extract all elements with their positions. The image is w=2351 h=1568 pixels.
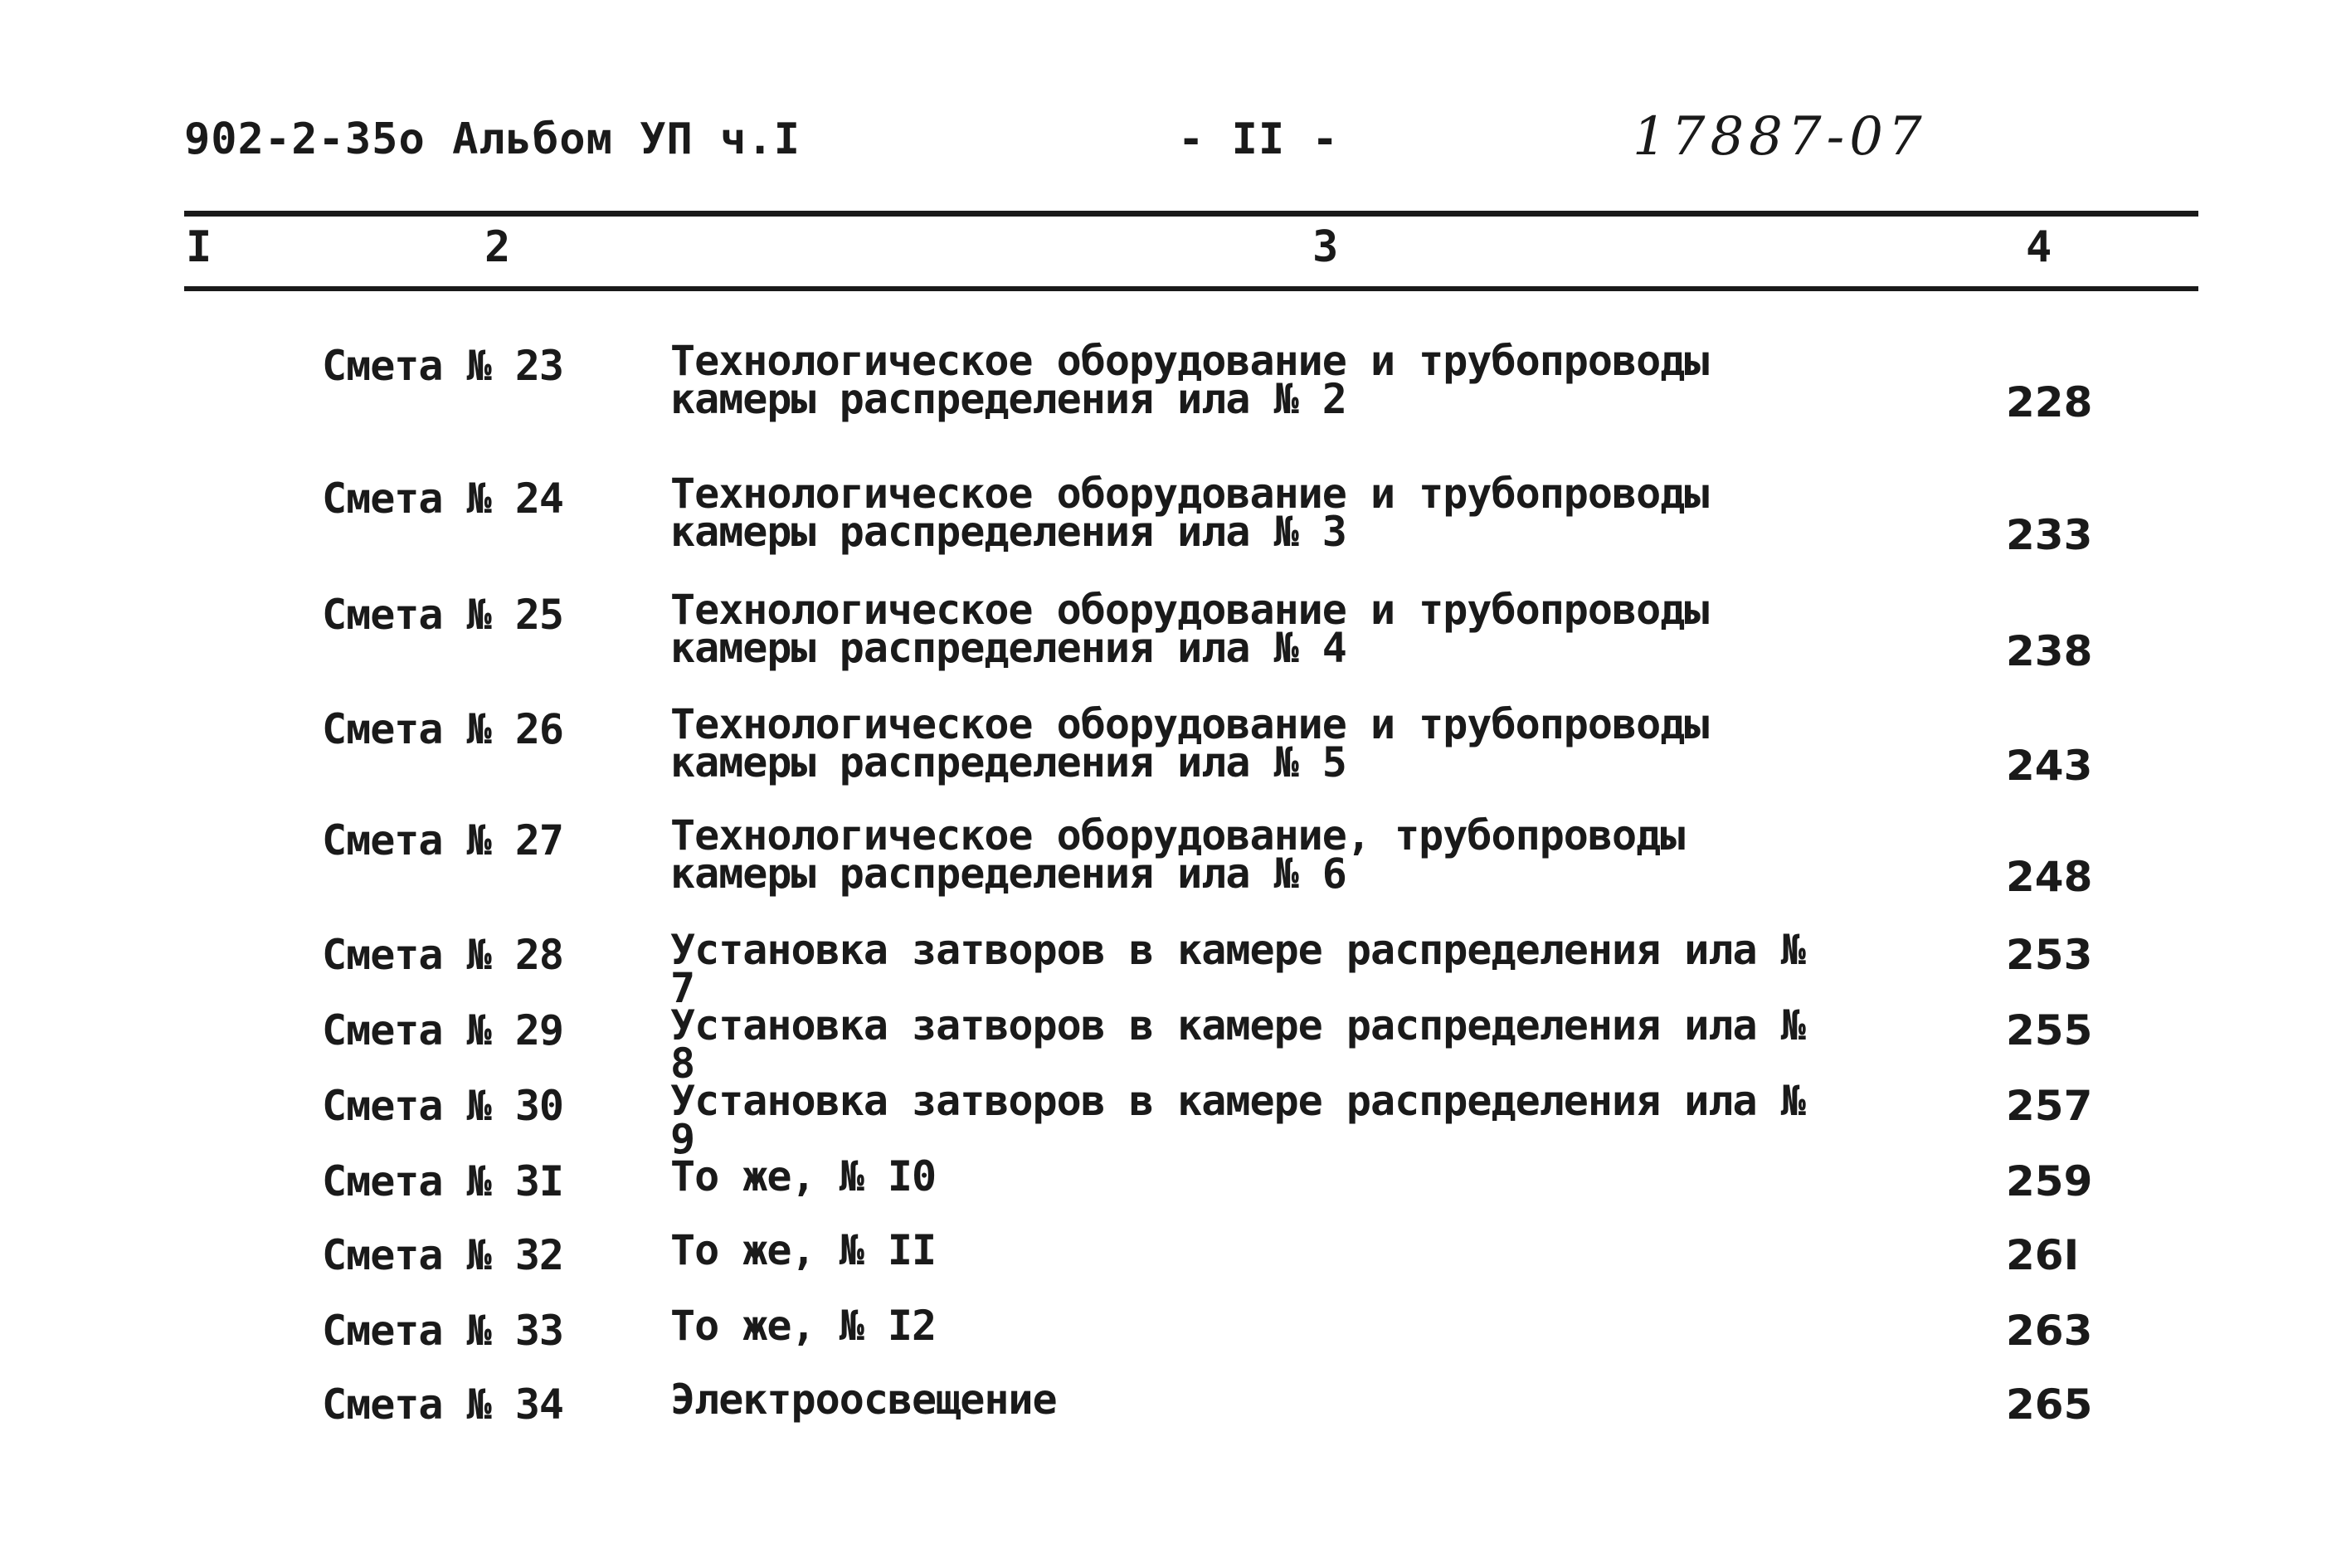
page-reference: 253 — [2006, 931, 2093, 979]
column-number-1: I — [186, 222, 212, 272]
estimate-label: Смета № 34 — [322, 1381, 564, 1429]
estimate-description: Технологическое оборудование и трубопроводы камеры распределения ила № 2 — [670, 337, 1709, 423]
estimate-label: Смета № 30 — [322, 1082, 564, 1130]
estimate-description: Технологическое оборудование, трубопроводы камеры распределения ила № 6 — [670, 811, 1685, 898]
page-reference: 238 — [2006, 627, 2093, 675]
page-reference: 233 — [2006, 511, 2093, 559]
estimate-label: Смета № 23 — [322, 342, 564, 390]
estimate-label: Смета № 27 — [322, 816, 564, 864]
estimate-description: Технологическое оборудование и трубопроводы камеры распределения ила № 3 — [670, 470, 1709, 556]
page-reference: 265 — [2006, 1381, 2093, 1429]
document-number: 17887-07 — [1633, 106, 1927, 168]
column-number-2: 2 — [484, 222, 511, 272]
page-reference: 259 — [2006, 1157, 2093, 1205]
page-reference: 257 — [2006, 1082, 2093, 1130]
estimate-description: Технологическое оборудование и трубопроводы камеры распределения ила № 4 — [670, 586, 1709, 672]
estimate-label: Смета № 32 — [322, 1231, 564, 1279]
estimate-description: То же, № II — [670, 1226, 937, 1274]
estimate-label: Смета № 33 — [322, 1307, 564, 1355]
estimate-description: Установка затворов в камере распределения ила № 8 — [670, 1001, 1805, 1088]
page-reference: 248 — [2006, 853, 2093, 901]
document-code: 902-2-35о Альбом УП ч.I — [184, 114, 801, 164]
estimate-description: Электроосвещение — [670, 1376, 1057, 1424]
page-reference: 26I — [2006, 1231, 2080, 1279]
estimate-description: То же, № I2 — [670, 1302, 937, 1350]
estimate-description: Установка затворов в камере распределения ила № 7 — [670, 926, 1805, 1012]
estimate-description: Установка затворов в камере распределения ила № 9 — [670, 1077, 1805, 1163]
page-reference: 243 — [2006, 742, 2093, 790]
estimate-label: Смета № 25 — [322, 591, 564, 639]
column-number-4: 4 — [2026, 222, 2052, 272]
column-number-3: 3 — [1312, 222, 1339, 272]
estimate-label: Смета № 24 — [322, 475, 564, 523]
estimate-description: То же, № I0 — [670, 1152, 937, 1200]
estimate-label: Смета № 28 — [322, 931, 564, 979]
page-number: - II - — [1178, 114, 1339, 164]
page-reference: 228 — [2006, 378, 2093, 426]
estimate-description: Технологическое оборудование и трубопроводы камеры распределения ила № 5 — [670, 700, 1709, 786]
estimate-label: Смета № 29 — [322, 1006, 564, 1054]
page-reference: 263 — [2006, 1307, 2093, 1355]
estimate-label: Смета № 26 — [322, 705, 564, 753]
estimate-label: Смета № 3I — [322, 1157, 564, 1205]
table-header-rule — [184, 286, 2198, 291]
page-reference: 255 — [2006, 1006, 2093, 1054]
table-top-rule — [184, 211, 2198, 217]
